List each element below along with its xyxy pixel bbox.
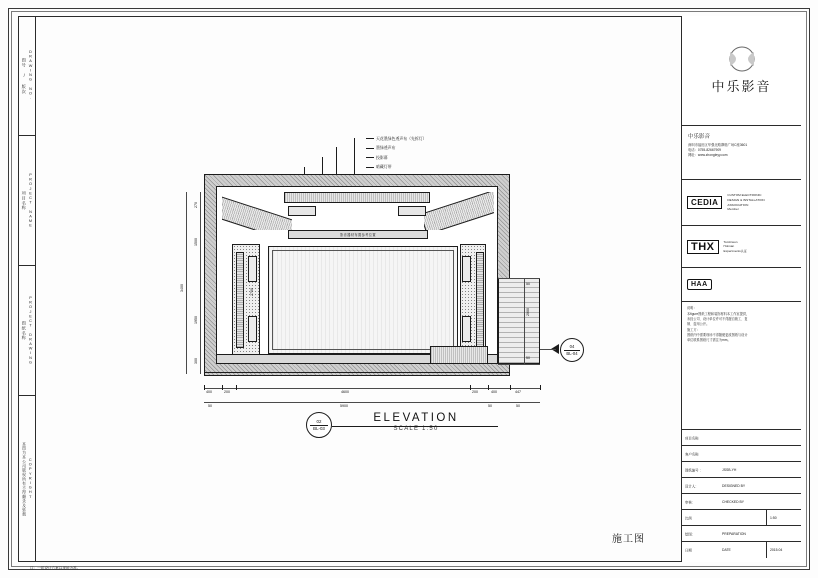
dim-line-right [524, 278, 525, 364]
dim-line-bottom-1 [204, 388, 540, 389]
row-checker [682, 494, 801, 510]
company-phone: 电话：0755-82667909 [688, 148, 721, 153]
row-date-label: DATE [722, 548, 731, 552]
dim-right-2: 2000 [526, 308, 530, 316]
elevation-title: ELEVATION [373, 412, 459, 424]
row-project-name-key: 项目名称 [685, 436, 699, 440]
dim-bottom-4: 200 [472, 390, 478, 394]
right-side-speaker [462, 256, 471, 282]
row-scale-value: 1:50 [770, 515, 777, 520]
leader-line-icon [366, 148, 374, 149]
row-client-name-key: 客户名称 [685, 452, 699, 456]
right-surround-speaker [462, 316, 471, 342]
row-date-value: 2015.04 [770, 548, 783, 552]
elevation-title-underline [332, 426, 498, 427]
notes-panel [682, 302, 801, 430]
stair-top-line [498, 278, 540, 279]
ceiling-speaker-box-right [398, 206, 426, 216]
title-block [681, 16, 800, 562]
leader-row [366, 144, 496, 154]
left-cell-2-label: 项目名称 [21, 190, 27, 211]
dim-left-2: 1500 [194, 238, 198, 246]
left-cell-3-label: 图纸名称 [21, 320, 27, 341]
cert-thx-panel [682, 226, 801, 268]
elevation-detail-tag[interactable] [306, 412, 332, 438]
leader-label: 天花墨绿色透声布（先拆灯） [376, 135, 427, 141]
company-address: 深圳市福田区华强北路賽格广场C座3601 [688, 143, 748, 147]
ceiling-speaker-box-left [288, 206, 316, 216]
row-checker-key: 审核： [685, 500, 696, 504]
row-drawing-number-key: 图纸编号 ： [685, 468, 703, 472]
dim-bottom-2: 200 [224, 390, 230, 394]
left-cell-1-sub: DRAWING NO. [28, 50, 33, 101]
floor-line [204, 372, 510, 373]
leader-row [366, 153, 496, 163]
dim-bottom-sub-mid: 50 [516, 404, 520, 408]
soffit-right [424, 192, 494, 230]
right-speaker-grill [476, 252, 484, 348]
dim-bottom-3: 4600 [341, 390, 349, 394]
row-designer-value: DESIGNED BY [722, 483, 746, 488]
dim-bottom-5: 400 [491, 390, 497, 394]
leader-label: 墨绿透声布 [376, 145, 396, 151]
row-date-key: 日期 [685, 548, 692, 553]
dim-right-1: 50 [526, 282, 530, 286]
leader-line-icon [366, 167, 374, 168]
logo-panel [682, 16, 801, 126]
row-drafter [682, 526, 801, 542]
elevation-title-group [336, 412, 496, 432]
row-scale [682, 510, 801, 526]
left-cell-1-label: 图号 / 版次 [21, 57, 27, 94]
dim-bottom-sub-right: 50 [488, 404, 492, 408]
leader-line-icon [366, 138, 374, 139]
brand-name: 中乐影音 [711, 79, 772, 94]
company-name: 中乐影音 [688, 134, 711, 140]
leader-label: 暗藏灯带 [376, 164, 392, 170]
row-scale-key: 比例 [685, 516, 692, 520]
riser-stair [498, 278, 540, 364]
dim-bottom-6: 447 [515, 390, 521, 394]
bottom-note: 注：一切设计方案以现场为准。 [30, 566, 81, 570]
dim-line-left-outer [186, 192, 187, 374]
section-marker-number: 04 [569, 344, 575, 350]
leader-line-icon [366, 157, 374, 158]
dim-left-5: 300 [194, 358, 198, 364]
row-checker-value: CHECKED BY [722, 499, 745, 504]
dim-left-1: 270 [194, 202, 198, 208]
left-cell-4-label: 本图为本公司版权所有不得翻录及转载 [22, 441, 27, 517]
notes-line: 未经公司、设计单位许可不得擅自施工、复 [687, 317, 748, 322]
cedia-text: CUSTOM ELECTRONIC DESIGN & INSTALLATION ASSOCIATION Member [727, 193, 765, 212]
left-cell-4-sub: COPYRIGHT [28, 458, 33, 500]
elevation-detail-tag-sheet: BL-03 [313, 426, 325, 431]
notes-line: 图纸内中需要现场不得随便更改图纸与设计 [687, 332, 748, 337]
section-leader [540, 349, 556, 350]
haa-badge: HAA [687, 279, 712, 290]
company-logo-icon [722, 46, 762, 72]
left-speaker-grill [236, 252, 244, 348]
dim-bottom-total: 5900 [340, 404, 348, 408]
dim-left-4: 1950 [194, 316, 198, 324]
row-drafter-key: 绘图： [685, 532, 696, 536]
company-info-panel [682, 126, 801, 180]
cedia-badge: CEDIA [687, 196, 722, 209]
row-date [682, 542, 801, 558]
sheet-name: 施工图 [612, 534, 645, 545]
leader-row [366, 134, 496, 144]
notes-line: 施工方： [687, 327, 700, 332]
company-website: 网址：www.zhongleyy.com [688, 153, 728, 158]
section-marker-sheet: BL-04 [566, 350, 578, 356]
dim-bottom-1: 400 [206, 390, 212, 394]
left-surround-speaker [248, 316, 257, 342]
left-cell-1 [18, 16, 36, 136]
cert-haa-panel [682, 268, 801, 302]
dim-right-3: 50 [526, 356, 530, 360]
ceiling-acoustic-band [284, 192, 430, 203]
drawing-canvas [36, 16, 681, 562]
section-marker[interactable] [560, 338, 582, 360]
left-side-speaker [248, 256, 257, 282]
leader-row [366, 163, 496, 173]
left-cell-3 [18, 266, 36, 396]
leader-label: 投影幕 [376, 154, 388, 160]
left-cell-2 [18, 136, 36, 266]
leader-label-group [366, 134, 496, 172]
dim-bottom-sub-left: 50 [208, 404, 212, 408]
notes-line: 单位联系图纸尺寸需注为mm。 [687, 337, 731, 342]
dim-line-bottom-2 [204, 402, 540, 403]
row-drawing-number-value: JSSB-YH [722, 467, 737, 472]
left-margin-strip [18, 16, 36, 562]
dim-inner-vertical: 2700 [250, 288, 254, 296]
equipment-band-label: 影音器材布置参考位置 [340, 233, 376, 237]
thx-text: Tomlinson Holman Experiments认证 [723, 239, 747, 253]
left-cell-3-sub: PROJECT DRAWING [28, 296, 33, 365]
row-designer-key: 设计人： [685, 484, 699, 488]
dim-line-left-inner [200, 192, 201, 374]
notes-line: 本figure图纸工程和装饰材料本工作室提供， [687, 312, 750, 317]
stair-bottom-line [498, 364, 540, 365]
row-drafter-value: PREPARATION [722, 531, 746, 536]
dim-left-3: 3400 [180, 284, 184, 292]
thx-badge: THX [687, 240, 719, 254]
soffit-left [222, 192, 292, 230]
cert-cedia-panel [682, 180, 801, 226]
left-cell-2-sub: PROJECT NAME [28, 172, 33, 229]
notes-line: 制、盗用公开。 [687, 322, 710, 327]
elevation-detail-tag-number: 02 [316, 419, 322, 424]
equipment-band [288, 230, 428, 239]
projection-screen-inner [272, 250, 454, 350]
left-cell-4 [18, 396, 36, 562]
stage-platform [430, 346, 488, 364]
row-project-name [682, 430, 801, 446]
row-designer [682, 478, 801, 494]
row-client-name [682, 446, 801, 462]
elevation-scale: SCALE 1:50 [393, 426, 439, 432]
row-drawing-number [682, 462, 801, 478]
notes-title: 说明： [687, 306, 697, 310]
